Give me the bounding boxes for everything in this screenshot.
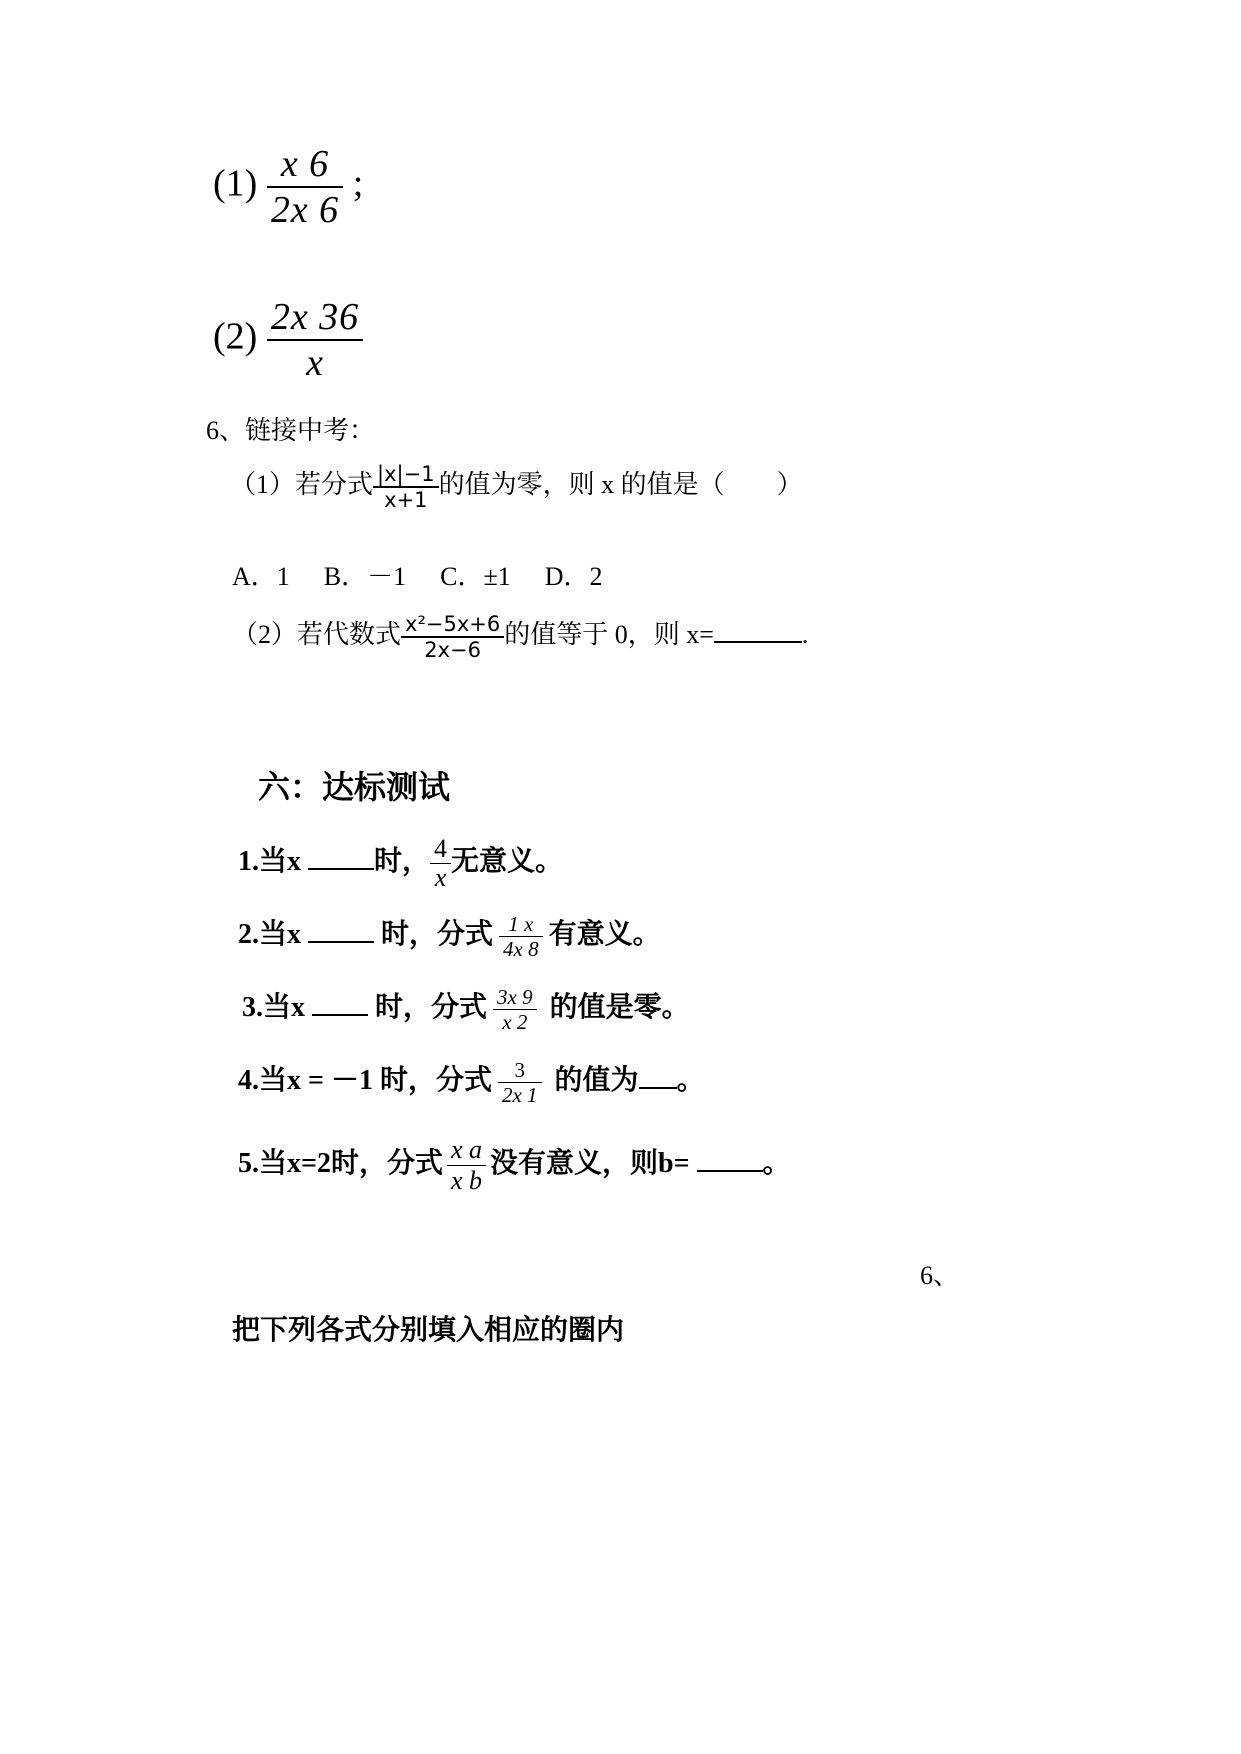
expression-1-label: (1) <box>213 162 258 205</box>
question-2-numerator: x²−5x+6 <box>405 612 501 636</box>
option-d: D．2 <box>544 562 603 591</box>
test-4-prefix: 4.当x = －1 时，分式 <box>238 1065 492 1096</box>
test-5-fraction <box>447 1135 486 1196</box>
expression-2-numerator: 2x 36 <box>270 296 360 338</box>
test-1-fraction <box>430 835 451 892</box>
test-3-numerator: 3x 9 <box>497 985 533 1010</box>
link-exam-question-1 <box>230 462 803 512</box>
question-2-fraction <box>401 612 504 662</box>
test-5-numerator: x a <box>450 1135 483 1164</box>
test-item-5 <box>238 1135 791 1196</box>
test-5-denominator: x b <box>450 1166 483 1195</box>
test-5-suffix: 没有意义，则b= <box>490 1147 697 1179</box>
test-item-3 <box>242 985 690 1034</box>
test-4-fraction <box>498 1058 542 1107</box>
test-1-numerator: 4 <box>434 834 448 863</box>
question-2-denominator: 2x−6 <box>424 638 481 662</box>
answer-blank[interactable] <box>312 1014 368 1016</box>
expression-2 <box>213 295 363 385</box>
test-2-middle: 时，分式 <box>374 919 494 950</box>
expression-1-denominator: 2x 6 <box>270 189 340 231</box>
test-3-prefix: 3.当x <box>242 992 313 1023</box>
expression-1 <box>213 142 363 232</box>
test-item-2 <box>238 912 661 961</box>
expression-1-suffix: ; <box>352 162 364 205</box>
test-3-denominator: x 2 <box>502 1010 528 1035</box>
test-1-prefix: 1.当x <box>238 845 309 877</box>
test-2-denominator: 4x 8 <box>503 937 539 962</box>
test-item-4 <box>238 1058 705 1107</box>
answer-blank[interactable] <box>308 941 374 943</box>
test-4-numerator: 3 <box>514 1058 525 1083</box>
answer-blank[interactable] <box>308 868 374 870</box>
expression-2-fraction <box>267 295 363 385</box>
answer-blank[interactable] <box>697 1170 763 1172</box>
test-4-suffix: 的值为 <box>547 1065 639 1096</box>
test-4-end: 。 <box>676 1065 705 1096</box>
answer-blank[interactable] <box>714 641 802 643</box>
answer-options <box>232 556 603 593</box>
option-b: B．－1 <box>323 562 407 591</box>
test-3-suffix: 的值是零。 <box>542 992 690 1023</box>
question-1-suffix: 的值为零，则 x 的值是（ ） <box>438 469 803 499</box>
link-exam-heading: 6、链接中考： <box>206 416 376 445</box>
instruction-text: 把下列各式分别填入相应的圈内 <box>232 1315 625 1346</box>
expression-1-numerator: x 6 <box>280 143 330 185</box>
test-3-fraction <box>493 985 537 1034</box>
test-4-denominator: 2x 1 <box>501 1083 538 1108</box>
test-2-numerator: 1 x <box>508 912 534 937</box>
test-3-middle: 时，分式 <box>368 992 488 1023</box>
link-exam-question-2 <box>232 612 808 662</box>
expression-2-denominator: x <box>306 342 324 384</box>
question-2-prefix: （2）若代数式 <box>232 619 402 649</box>
right-marker: 6、 <box>920 1261 960 1290</box>
answer-blank[interactable] <box>639 1087 677 1089</box>
question-1-fraction <box>373 462 439 512</box>
test-1-middle: 时， <box>374 845 431 877</box>
test-5-end: 。 <box>762 1147 791 1179</box>
test-2-fraction <box>499 912 543 961</box>
expression-1-fraction <box>267 142 343 232</box>
question-2-suffix: 的值等于 0，则 x= <box>504 619 714 649</box>
expression-2-label: (2) <box>213 315 258 358</box>
test-item-1 <box>238 835 563 892</box>
test-2-suffix: 有意义。 <box>548 919 661 950</box>
section-title: 六：达标测试 <box>258 768 451 806</box>
question-1-denominator: x+1 <box>384 488 428 512</box>
test-2-prefix: 2.当x <box>238 919 309 950</box>
option-a: A．1 <box>232 562 290 591</box>
test-5-prefix: 5.当x=2时，分式 <box>238 1147 443 1179</box>
question-2-end: . <box>801 619 809 649</box>
question-1-prefix: （1）若分式 <box>230 469 374 499</box>
test-1-suffix: 无意义。 <box>451 845 564 877</box>
question-1-numerator: |x|−1 <box>377 462 435 486</box>
test-1-denominator: x <box>434 863 447 892</box>
option-c: C．±1 <box>440 562 511 591</box>
